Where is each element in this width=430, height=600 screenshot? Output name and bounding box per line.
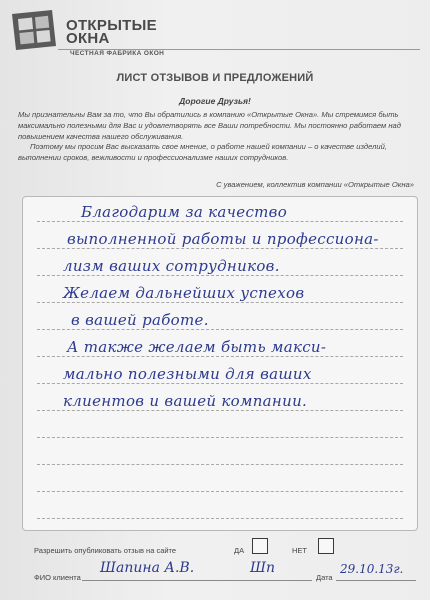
client-name-label: ФИО клиента xyxy=(34,573,81,582)
brand-name-line2: ОКНА xyxy=(66,30,110,47)
client-signature: Шп xyxy=(250,560,275,576)
ruled-line xyxy=(37,383,403,384)
feedback-box[interactable] xyxy=(22,196,418,531)
handwritten-line: в вашей работе. xyxy=(71,311,209,329)
signoff: С уважением, коллектив компании «Открытые Окна» xyxy=(216,180,414,189)
ruled-line xyxy=(37,464,403,465)
yes-checkbox[interactable] xyxy=(252,538,268,554)
client-name-field[interactable] xyxy=(82,580,312,581)
handwritten-line: мально полезными для ваших xyxy=(63,365,312,383)
brand-tagline: ЧЕСТНАЯ ФАБРИКА ОКОН xyxy=(70,50,165,57)
handwritten-line: клиентов и вашей компании. xyxy=(63,392,308,410)
intro-text xyxy=(18,110,416,164)
yes-label: ДА xyxy=(234,546,245,555)
handwritten-line: Желаем дальнейших успехов xyxy=(63,284,305,302)
intro-paragraph-2: Поэтому мы просим Вас высказать свое мнение, о работе нашей компании – о качестве изделий, выполнении сроков, вежливости и профессионализме наших сотрудников. xyxy=(18,142,387,163)
ruled-line xyxy=(37,302,403,303)
ruled-line xyxy=(37,329,403,330)
ruled-line xyxy=(37,275,403,276)
ruled-line xyxy=(37,248,403,249)
window-logo-icon xyxy=(10,10,58,50)
no-checkbox[interactable] xyxy=(318,538,334,554)
handwritten-line: выполненной работы и профессиона- xyxy=(67,230,379,248)
page-title: ЛИСТ ОТЗЫВОВ И ПРЕДЛОЖЕНИЙ xyxy=(116,72,314,84)
date-field[interactable] xyxy=(336,580,416,581)
publish-permission-label: Разрешить опубликовать отзыв на сайте xyxy=(34,546,177,555)
client-name-value: Шапина А.В. xyxy=(100,560,195,576)
ruled-line xyxy=(37,491,403,492)
ruled-line xyxy=(37,221,403,222)
ruled-line xyxy=(37,437,403,438)
handwritten-line: Благодарим за качество xyxy=(81,203,288,221)
ruled-line xyxy=(37,410,403,411)
date-label: Дата xyxy=(316,573,333,582)
no-label: НЕТ xyxy=(292,546,307,555)
greeting: Дорогие Друзья! xyxy=(179,96,251,106)
handwritten-line: лизм ваших сотрудников. xyxy=(63,257,280,275)
intro-paragraph-1: Мы признательны Вам за то, что Вы обратились в компанию «Открытые Окна». Мы стремимся быть максимально полезными для Вас и удовлетворять все Ваши потребности. Мы постоянно работаем над повышением качества нашего обслуживания. xyxy=(18,110,401,141)
ruled-line xyxy=(37,356,403,357)
ruled-line xyxy=(37,518,403,519)
header-rule xyxy=(58,49,420,50)
brand-name-line1: ОТКРЫТЫЕ xyxy=(66,17,157,34)
company-logo xyxy=(10,10,170,57)
date-value: 29.10.13г. xyxy=(340,562,404,576)
handwritten-line: А также желаем быть макси- xyxy=(67,338,327,356)
